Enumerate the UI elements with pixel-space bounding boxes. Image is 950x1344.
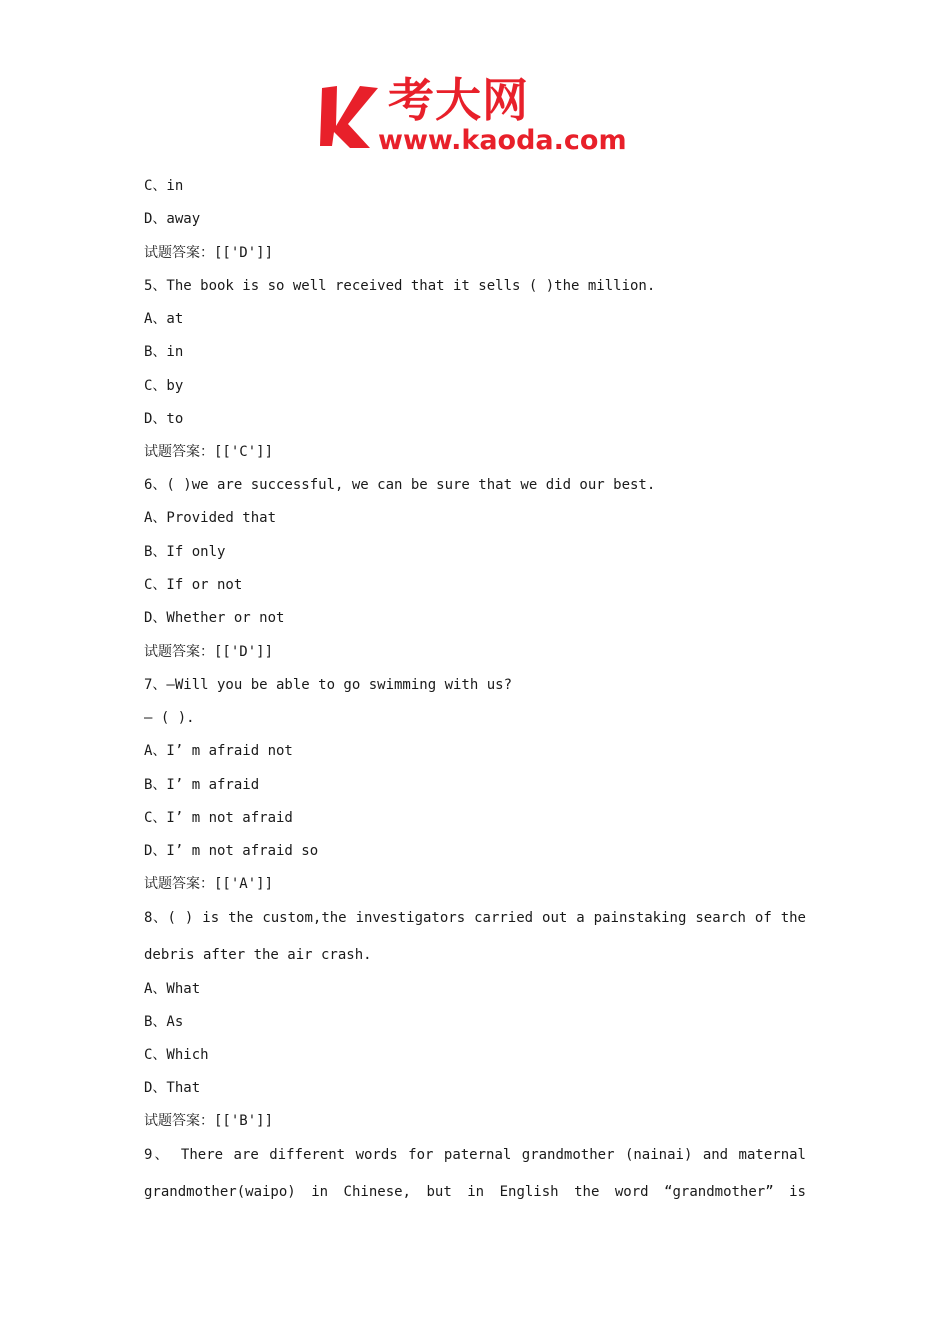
answer-line: 试题答案：[['C']] (144, 444, 274, 460)
answer-line: 试题答案：[['D']] (144, 644, 274, 660)
question-7-reply: — ( ). (144, 710, 195, 726)
option-a: A、Provided that (144, 510, 277, 526)
option-d: D、Whether or not (144, 610, 285, 626)
option-d: D、away (144, 211, 201, 227)
option-a: A、at (144, 311, 184, 327)
option-c: C、I’ m not afraid (144, 810, 293, 826)
logo-chinese-text: 考大网 (388, 73, 529, 127)
question-7: 7、—Will you be able to go swimming with us? (144, 677, 513, 693)
option-c: C、If or not (144, 577, 243, 593)
option-a: A、I’ m afraid not (144, 743, 293, 759)
question-8: 8、( ) is the custom,the investigators carried out a painstaking search of the (144, 910, 806, 926)
question-9-continued: grandmother(waipo) in Chinese, but in English the word “grandmother” is (144, 1184, 806, 1200)
answer-line: 试题答案：[['D']] (144, 245, 274, 261)
logo-url-text: www.kaoda.com (378, 125, 627, 156)
answer-line: 试题答案：[['A']] (144, 876, 274, 892)
option-b: B、in (144, 344, 184, 360)
option-b: B、As (144, 1014, 184, 1030)
kaoda-logo (320, 74, 640, 160)
option-c: C、Which (144, 1047, 209, 1063)
option-a: A、What (144, 981, 201, 997)
option-d: D、I’ m not afraid so (144, 843, 319, 859)
question-9: 9、 There are different words for paternal grandmother (nainai) and maternal (144, 1147, 806, 1163)
option-d: D、That (144, 1080, 201, 1096)
option-d: D、to (144, 411, 184, 427)
answer-line: 试题答案：[['B']] (144, 1113, 274, 1129)
question-8-continued: debris after the air crash. (144, 947, 372, 963)
option-b: B、I’ m afraid (144, 777, 260, 793)
option-c: C、in (144, 178, 184, 194)
option-b: B、If only (144, 544, 226, 560)
k-logo-icon (320, 82, 380, 150)
question-6: 6、( )we are successful, we can be sure that we did our best. (144, 477, 656, 493)
option-c: C、by (144, 378, 184, 394)
question-5: 5、The book is so well received that it sells ( )the million. (144, 278, 656, 294)
